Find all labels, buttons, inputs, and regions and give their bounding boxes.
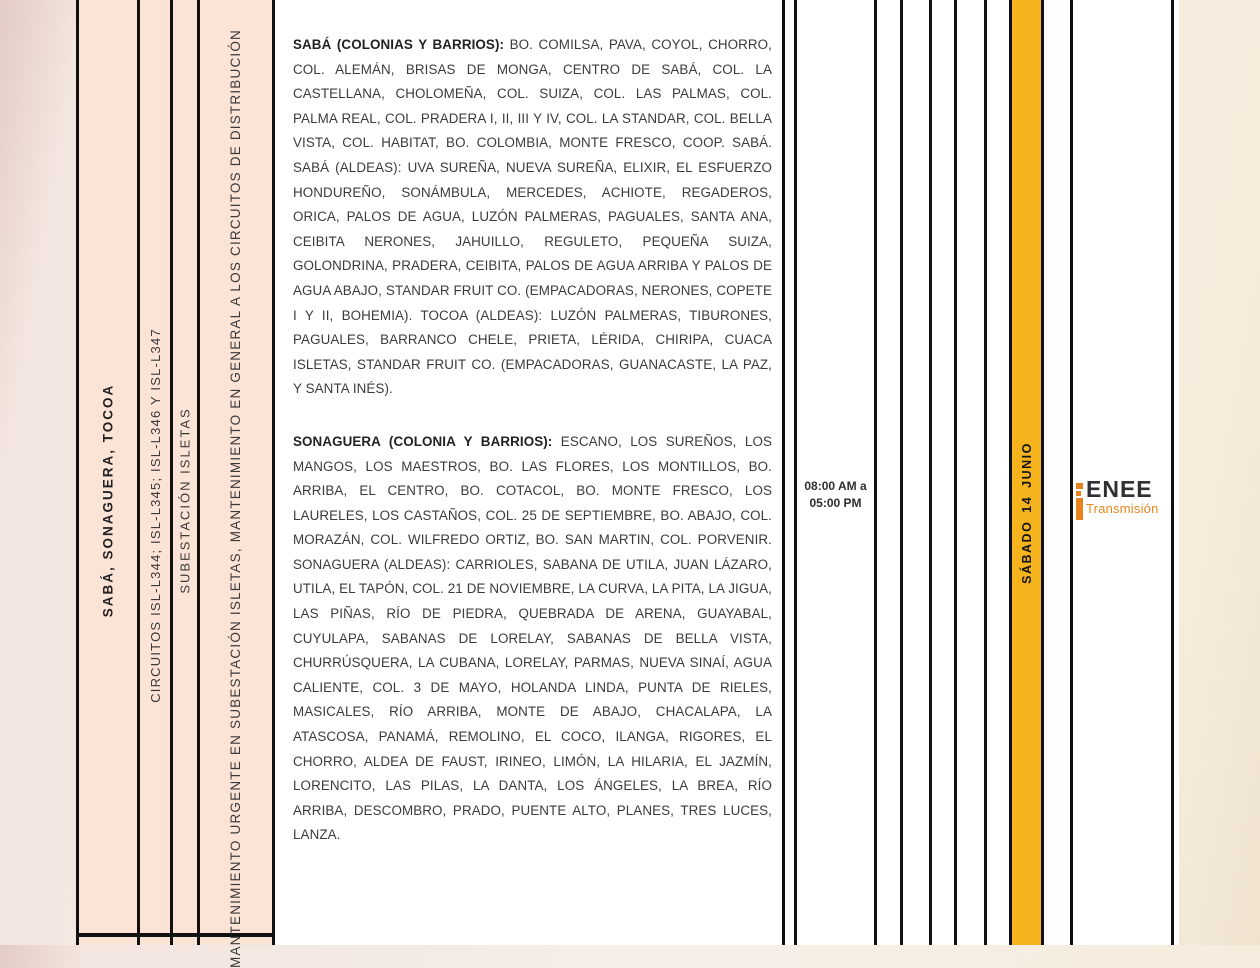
region-title-label: SABÁ, SONAGUERA, TOCOA — [100, 383, 116, 618]
table-border-vertical — [1041, 0, 1044, 945]
column-circuits — [140, 0, 170, 945]
enee-division-text: Transmisión — [1086, 501, 1159, 516]
saba-paragraph — [293, 33, 772, 402]
saba-lead: SABÁ (COLONIAS Y BARRIOS): — [293, 37, 505, 52]
schedule-time-cell — [797, 0, 874, 945]
substation-label: SUBESTACIÓN ISLETAS — [177, 407, 193, 594]
time-to: 05:00 PM — [809, 495, 862, 510]
table-border-vertical — [984, 0, 987, 945]
table-border-vertical — [782, 0, 785, 945]
column-substation — [173, 0, 197, 945]
column-region-title — [79, 0, 137, 945]
table-border-vertical — [1171, 0, 1174, 945]
work-description-label: MANTENIMIENTO URGENTE EN SUBESTACIÓN ISLETAS, MANTENIMIENTO EN GENERAL A LOS CIRCUITOS DE DISTRIBUCIÓN — [228, 28, 244, 968]
enee-logo-icon — [1076, 483, 1083, 520]
enee-transmision-logo — [1076, 477, 1172, 527]
enee-logo-words — [1086, 477, 1159, 516]
schedule-time-text — [804, 478, 866, 512]
table-border-vertical — [900, 0, 903, 945]
saba-body: BO. COMILSA, PAVA, COYOL, CHORRO, COL. ALEMÁN, BRISAS DE MONGA, CENTRO DE SABÁ, COL. LA CASTELLANA, CHOLOMEÑA, COL. SUIZA, COL. LAS PALMAS, COL. PALMA REAL, COL. PRADERA I, II, III Y IV, COL. LA STANDAR, COL. BELLA VISTA, COL. HABITAT, BO. COLOMBIA, MONTE FRESCO, COOP. SABÁ. SABÁ (ALDEAS): UVA SUREÑA, NUEVA SUREÑA, ELIXIR, EL ESFUERZO HONDUREÑO, SONÁMBULA, MERCEDES, ACHIOTE, REGADEROS, ORICA, PALOS DE AGUA, LUZÓN PALMERAS, PAGUALES, SANTA ANA, CEIBITA NERONES, JAHUILLO, REGULETO, PEQUEÑA SUIZA, GOLONDRINA, PRADERA, CEIBITA, PALOS DE AGUA ARRIBA Y PALOS DE AGUA ABAJO, STANDAR FRUIT CO. (EMPACADORAS, NERONES, COPETE I Y II, BOHEMIA). TOCOA (ALDEAS): LUZÓN PALMERAS, TIBURONES, PAGUALES, BARRANCO CHELE, PRIETA, LÉRIDA, CHIRIPA, CUACA ISLETAS, STANDAR FRUIT CO. (EMPACADORAS, GUANACASTE, LA PAZ, Y SANTA INÉS). — [293, 37, 773, 397]
sonaguera-body: ESCANO, LOS SUREÑOS, LOS MANGOS, LOS MAESTROS, BO. LAS FLORES, LOS MONTILLOS, BO. ARRIBA, EL CENTRO, BO. COTACOL, BO. MONTE FRESCO, LOS LAURELES, LOS CASTAÑOS, COL. 25 DE SEPTIEMBRE, BO. ABAJO, COL. MORAZÁN, COL. WILFREDO ORTIZ, BO. SAN MARTIN, COL. PORVENIR. SONAGUERA (ALDEAS): CARRIOLES, SABANA DE UTILA, JUAN LÁZARO, UTILA, EL TAPÓN, COL. 21 DE NOVIEMBRE, LA CURVA, LA PITA, LA JIGUA, LAS PIÑAS, RÍO DE PIEDRA, QUEBRADA DE ARENA, GUAYABAL, CUYULAPA, SABANAS DE LORELAY, SABANAS DE BELLA VISTA, CHURRÚSQUERA, LA CUBANA, LORELAY, PARMAS, NUEVA SINAÍ, AGUA CALIENTE, COL. 3 DE MAYO, HOLANDA LINDA, PUNTA DE RIELES, MASICALES, RÍO ARRIBA, MONTE DE ABAJO, CHACALAPA, LA ATASCOSA, PANAMÁ, REMOLINO, EL COCO, ILANGA, RIGORES, EL CHORRO, ALDEA DE FAUST, IRINEO, LIMÓN, LA HILARIA, EL JAZMÍN, LORENCITO, LAS PILAS, LA DANTA, LOS ÁNGELES, LA BREA, RÍO ARRIBA, DESCOMBRO, PRADO, PUENTE ALTO, PLANES, TRES LUCES, LANZA. — [293, 433, 773, 843]
table-border-vertical — [1070, 0, 1073, 945]
enee-brand-text: ENEE — [1086, 476, 1153, 502]
sonaguera-lead: SONAGUERA (COLONIA Y BARRIOS): — [293, 433, 553, 449]
affected-areas-cell — [277, 0, 782, 945]
column-work-description — [200, 0, 272, 968]
time-from: 08:00 AM a — [804, 478, 867, 493]
table-border-vertical — [874, 0, 877, 945]
table-border-vertical — [272, 0, 275, 945]
sonaguera-paragraph — [293, 430, 772, 848]
circuits-label: CIRCUITOS ISL-L344; ISL-L345; ISL-L346 Y ISL-L347 — [147, 328, 163, 703]
table-border-vertical — [954, 0, 957, 945]
schedule-date-cell — [1012, 0, 1041, 945]
table-border-vertical — [929, 0, 932, 945]
schedule-date-label: SÁBADO 14 JUNIO — [1019, 441, 1034, 584]
